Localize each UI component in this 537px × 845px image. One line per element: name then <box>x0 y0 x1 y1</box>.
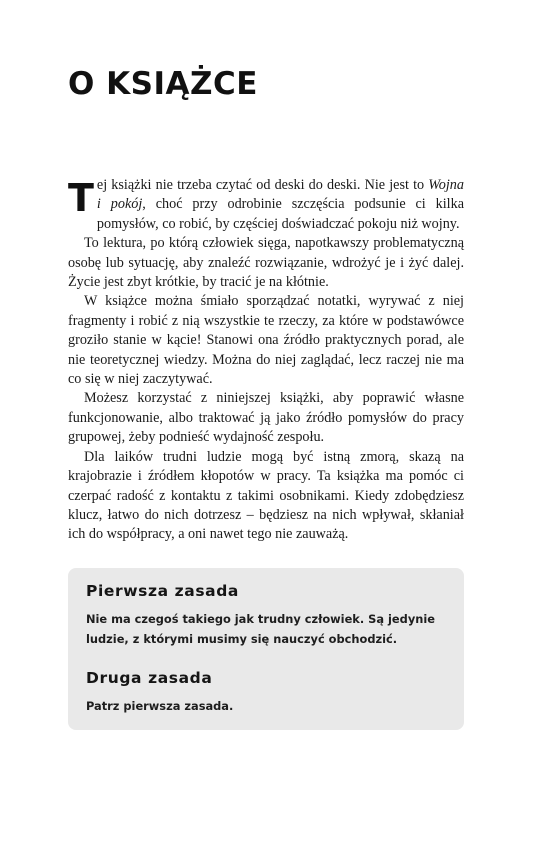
paragraph-5: Dla laików trudni ludzie mogą być istną zmorą, skazą na krajobrazie i źródłem kłopotów w pracy. Ta książka ma pomóc ci czerpać radość z kontaktu z takimi osobnikami. Kiedy zdobędziesz klucz, łatwo do nich dotrzesz – będziesz na nich wpływał, skłaniał ich do współpracy, a oni nawet tego nie zauważą. <box>68 448 464 543</box>
body-text <box>68 176 464 545</box>
drop-cap: T <box>68 176 94 220</box>
paragraph-3: W książce można śmiało sporządzać notatki, wyrywać z niej fragmenty i robić z nią wszystkie te rzeczy, za które w podstawówce groziło stanie w kącie! Stanowi ona źródło praktycznych porad, ale nie teoretycznej wiedzy. Można do niej zaglądać, lecz raczej nie ma co się w niej zaczytywać. <box>68 293 464 388</box>
paragraph-2: To lektura, po którą człowiek sięga, napotkawszy problematyczną osobę lub sytuację, aby znaleźć rozwiązanie, wdrożyć je i żyć dalej. Życie jest zbyt krótkie, by tracić je na kłótnie. <box>68 235 464 291</box>
book-title-italic: Wojna i pokój <box>96 177 464 213</box>
page-title: O KSIĄŻCE <box>68 66 258 102</box>
rules-box <box>68 568 464 730</box>
paragraph-4: Możesz korzystać z niniejszej książki, aby poprawić własne funkcjonowanie, albo traktować ją jako źródło pomysłów do pracy grupowej, żeby podnieść wydajność zespołu. <box>68 390 464 446</box>
first-rule-text: Nie ma czegoś takiego jak trudny człowiek. Są jedynie ludzie, z którymi musimy się nauczyć obchodzić. <box>86 612 435 646</box>
paragraph-1-end: , choć przy odrobinie szczęścia podsunie ci kilka pomysłów, co robić, by częściej doświadczać pokoju niż wojny. <box>96 196 465 232</box>
paragraph-1-start: ej książki nie trzeba czytać od deski do deski. Nie jest to <box>96 177 429 193</box>
second-rule-heading: Druga zasada <box>86 669 213 687</box>
first-rule-heading: Pierwsza zasada <box>86 582 239 600</box>
second-rule-text: Patrz pierwsza zasada. <box>86 699 234 713</box>
paragraph-1 <box>68 176 464 234</box>
